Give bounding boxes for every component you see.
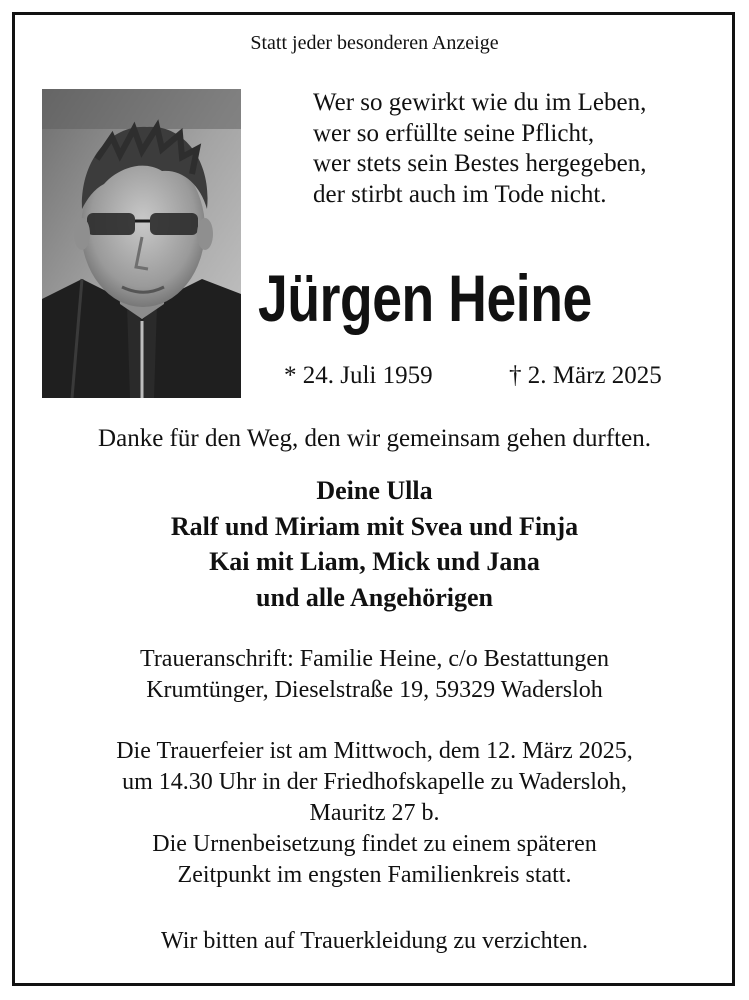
thanks-line: Danke für den Weg, den wir gemeinsam gehen durften. <box>98 425 651 452</box>
poem-line: der stirbt auch im Tode nicht. <box>313 180 607 208</box>
mourner-line: und alle Angehörigen <box>256 582 493 612</box>
service-line: Zeitpunkt im engsten Familienkreis statt. <box>177 862 572 888</box>
header-notice: Statt jeder besonderen Anzeige <box>250 32 499 54</box>
service-line: um 14.30 Uhr in der Friedhofskapelle zu Wadersloh, <box>122 769 627 795</box>
service-line: Die Trauerfeier ist am Mittwoch, dem 12. März 2025, <box>116 738 633 764</box>
memorial-poem <box>313 88 733 210</box>
service-line: Die Urnenbeisetzung findet zu einem späteren <box>152 831 597 857</box>
poem-line: Wer so gewirkt wie du im Leben, <box>313 89 647 116</box>
funeral-service-info <box>0 736 749 891</box>
closing-request: Wir bitten auf Trauerkleidung zu verzichten. <box>161 928 588 954</box>
mourner-line: Kai mit Liam, Mick und Jana <box>209 547 540 576</box>
mourner-line: Deine Ulla <box>316 476 433 505</box>
portrait-photo <box>42 89 241 398</box>
birth-date: * 24. Juli 1959 <box>284 362 433 389</box>
mourners-list <box>0 473 749 615</box>
address-line: Traueranschrift: Familie Heine, c/o Bestattungen <box>140 646 609 672</box>
poem-line: wer so erfüllte seine Pflicht, <box>313 119 595 147</box>
death-date: † 2. März 2025 <box>509 362 662 389</box>
service-line: Mauritz 27 b. <box>309 800 440 826</box>
address-line: Krumtünger, Dieselstraße 19, 59329 Wadersloh <box>146 677 603 703</box>
mourner-line: Ralf und Miriam mit Svea und Finja <box>170 511 579 541</box>
mourning-address <box>0 644 749 706</box>
deceased-name: Jürgen Heine <box>258 261 592 335</box>
poem-line: wer stets sein Bestes hergegeben, <box>313 150 647 177</box>
